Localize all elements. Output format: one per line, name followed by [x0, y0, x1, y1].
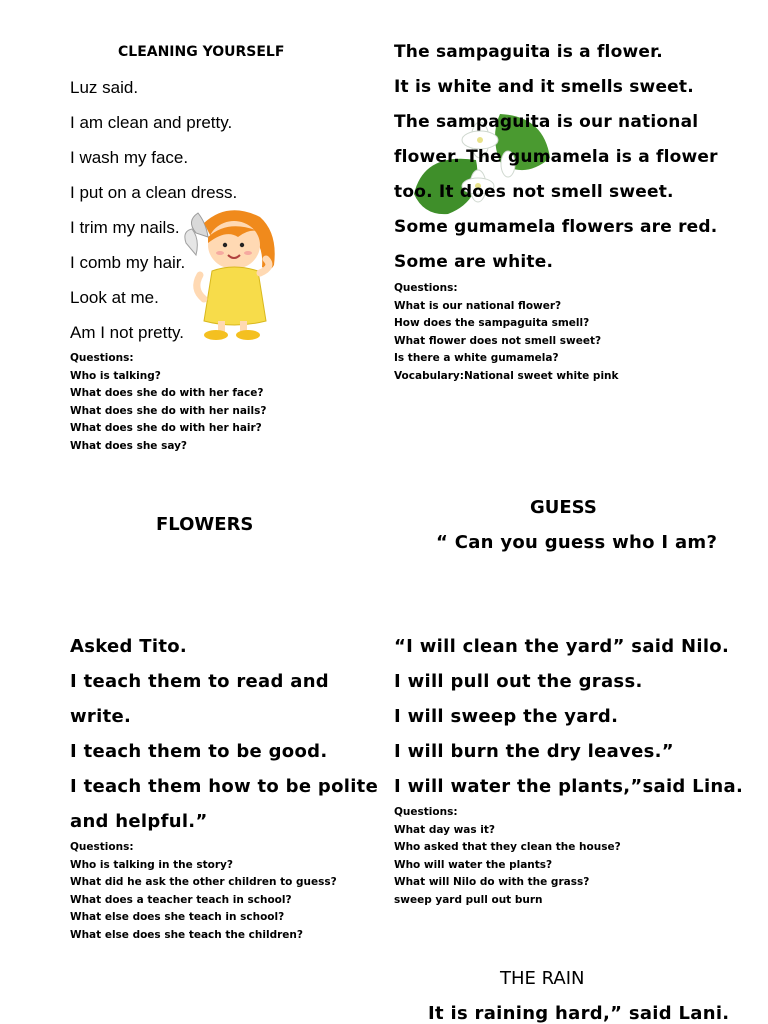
text-line: write.: [70, 706, 132, 727]
text-line: I comb my hair.: [70, 253, 186, 272]
text-line: I will sweep the yard.: [394, 706, 619, 727]
question-item: What does she do with her face?: [70, 387, 264, 399]
questions-label: Questions:: [70, 352, 134, 364]
vocabulary-line: Vocabulary:National sweet white pink: [394, 369, 619, 382]
text-line: and helpful.”: [70, 811, 208, 832]
text-line: Luz said.: [70, 78, 139, 97]
question-item: What else does she teach the children?: [70, 928, 303, 941]
question-item: What does she say?: [70, 439, 188, 452]
text-line: I wash my face.: [70, 148, 189, 167]
question-item: What else does she teach in school?: [70, 911, 285, 923]
text-line: I teach them to read and: [70, 671, 329, 692]
text-line: flower. The gumamela is a flower: [394, 147, 718, 167]
text-line: It is white and it smells sweet.: [394, 77, 694, 97]
question-item: Who is talking in the story?: [70, 858, 233, 871]
question-item: What day was it?: [394, 823, 495, 836]
text-line: I will water the plants,”said Lina.: [394, 776, 744, 797]
flowers-title: FLOWERS: [156, 514, 254, 535]
text-line: Look at me.: [70, 288, 159, 307]
question-item: What does a teacher teach in school?: [70, 893, 292, 906]
questions-label: Questions:: [394, 282, 458, 294]
cleaning-title: CLEANING YOURSELF: [118, 44, 285, 60]
text-line: Some are white.: [394, 252, 554, 272]
question-item: How does the sampaguita smell?: [394, 317, 590, 329]
question-item: Who asked that they clean the house?: [394, 841, 621, 853]
text-line: Asked Tito.: [70, 636, 188, 657]
vocabulary-line: sweep yard pull out burn: [394, 893, 543, 906]
text-line: I am clean and pretty.: [70, 113, 233, 132]
text-line: The sampaguita is a flower.: [394, 42, 663, 62]
question-item: What did he ask the other children to guess?: [70, 876, 337, 888]
question-item: Is there a white gumamela?: [394, 352, 559, 364]
questions-label: Questions:: [70, 841, 134, 853]
question-item: What does she do with her hair?: [70, 422, 262, 434]
text-line: Some gumamela flowers are red.: [394, 217, 718, 237]
question-item: What flower does not smell sweet?: [394, 334, 602, 347]
guess-title: GUESS: [530, 497, 597, 518]
text-line: “I will clean the yard” said Nilo.: [394, 636, 730, 657]
text-line: I will pull out the grass.: [394, 671, 643, 692]
rain-line: It is raining hard,” said Lani.: [428, 1003, 730, 1024]
text-line: Am I not pretty.: [70, 323, 185, 342]
text-line: I put on a clean dress.: [70, 183, 238, 202]
text-line: I will burn the dry leaves.”: [394, 741, 674, 762]
question-item: What is our national flower?: [394, 299, 562, 312]
question-item: Who is talking?: [70, 369, 161, 382]
text-line: I teach them how to be polite: [70, 776, 379, 797]
question-item: What will Nilo do with the grass?: [394, 876, 590, 888]
question-item: What does she do with her nails?: [70, 404, 267, 417]
text-line: The sampaguita is our national: [394, 112, 699, 132]
questions-label: Questions:: [394, 806, 458, 818]
text-line: I teach them to be good.: [70, 741, 328, 762]
girl-with-towel-illustration: [178, 203, 284, 345]
text-line: too. It does not smell sweet.: [394, 182, 674, 202]
rain-title: THE RAIN: [500, 968, 585, 989]
text-line: I trim my nails.: [70, 218, 180, 237]
question-item: Who will water the plants?: [394, 858, 553, 871]
guess-subtitle: “ Can you guess who I am?: [436, 532, 718, 553]
